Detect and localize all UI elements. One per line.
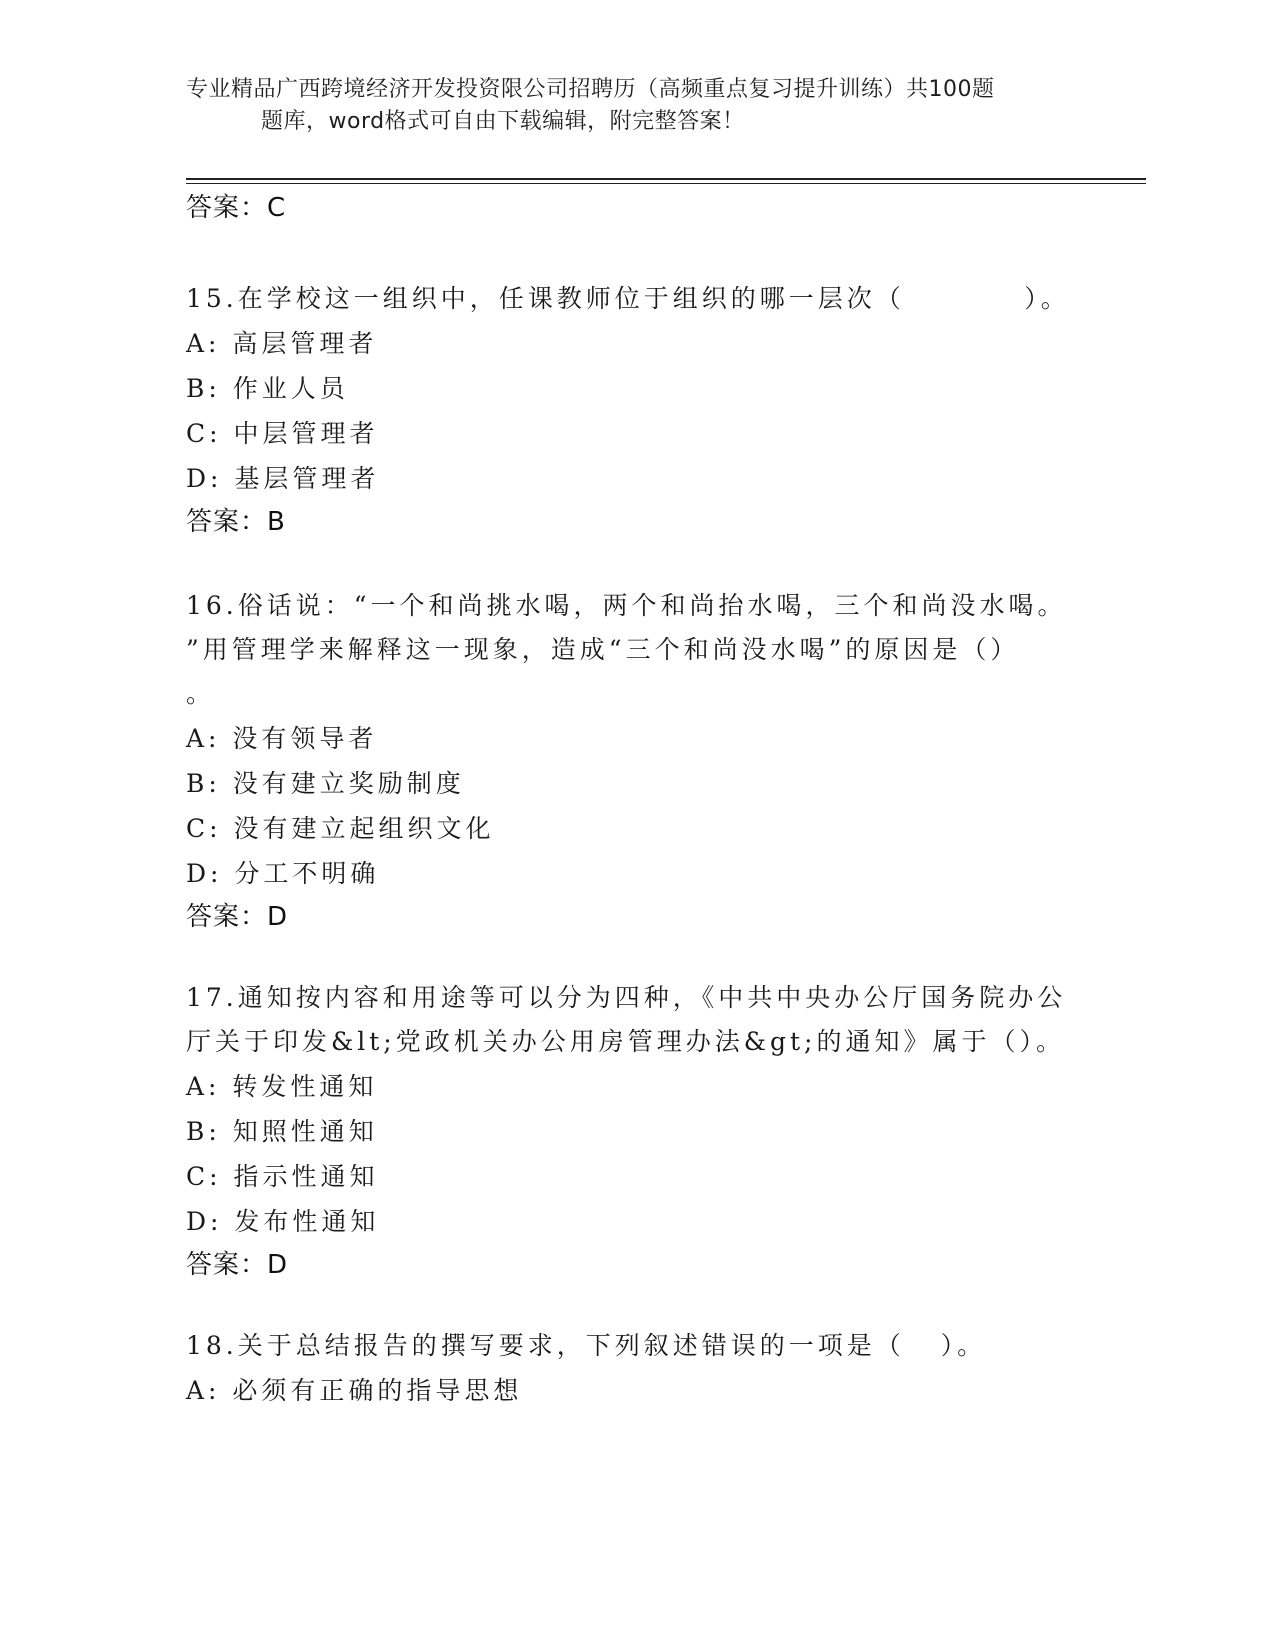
header-divider [186, 178, 1146, 180]
question-15-option-b: B: 作业人员 [186, 374, 349, 403]
question-16-text-line-3: 。 [186, 679, 216, 708]
question-15-option-c: C: 中层管理者 [186, 419, 379, 448]
question-16-text-line-1: 16.俗话说：“一个和尚挑水喝，两个和尚抬水喝，三个和尚没水喝。 [186, 591, 1067, 620]
question-17-option-c: C: 指示性通知 [186, 1162, 379, 1191]
question-17-option-a: A: 转发性通知 [186, 1072, 378, 1101]
question-18-text: 18.关于总结报告的撰写要求，下列叙述错误的一项是（ ）。 [186, 1331, 987, 1360]
header-divider-thin [186, 183, 1146, 184]
question-16-answer: 答案：D [186, 902, 289, 932]
question-17-option-d: D: 发布性通知 [186, 1207, 380, 1236]
question-16-option-d: D: 分工不明确 [186, 859, 380, 888]
question-15-answer: 答案：B [186, 507, 286, 537]
question-17-text-line-1: 17.通知按内容和用途等可以分为四种，《中共中央办公厅国务院办公 [186, 983, 1067, 1012]
question-17-option-b: B: 知照性通知 [186, 1117, 378, 1146]
question-15-option-a: A: 高层管理者 [186, 329, 378, 358]
document-header [186, 74, 1086, 138]
answer-q14: 答案：C [186, 193, 287, 223]
question-15-text: 15.在学校这一组织中，任课教师位于组织的哪一层次（ ）。 [186, 284, 1070, 313]
question-17-answer: 答案：D [186, 1250, 289, 1280]
question-16-option-c: C: 没有建立起组织文化 [186, 814, 495, 843]
question-17 [186, 976, 1086, 1282]
question-15 [186, 277, 1086, 539]
question-16 [186, 584, 1086, 934]
question-17-text-line-2: 厅关于印发&lt;党政机关办公用房管理办法&gt;的通知》属于（）。 [186, 1027, 1065, 1056]
question-16-text-line-2: ”用管理学来解释这一现象，造成“三个和尚没水喝”的原因是（） [186, 635, 1020, 664]
question-15-option-d: D: 基层管理者 [186, 464, 380, 493]
header-line-2: 题库，word格式可自由下载编辑，附完整答案！ [261, 109, 745, 134]
question-16-option-a: A: 没有领导者 [186, 724, 378, 753]
question-16-option-b: B: 没有建立奖励制度 [186, 769, 465, 798]
question-18-option-a: A: 必须有正确的指导思想 [186, 1376, 523, 1405]
question-18 [186, 1324, 1086, 1413]
header-line-1: 专业精品广西跨境经济开发投资限公司招聘历（高频重点复习提升训练）共100题 [186, 77, 995, 102]
